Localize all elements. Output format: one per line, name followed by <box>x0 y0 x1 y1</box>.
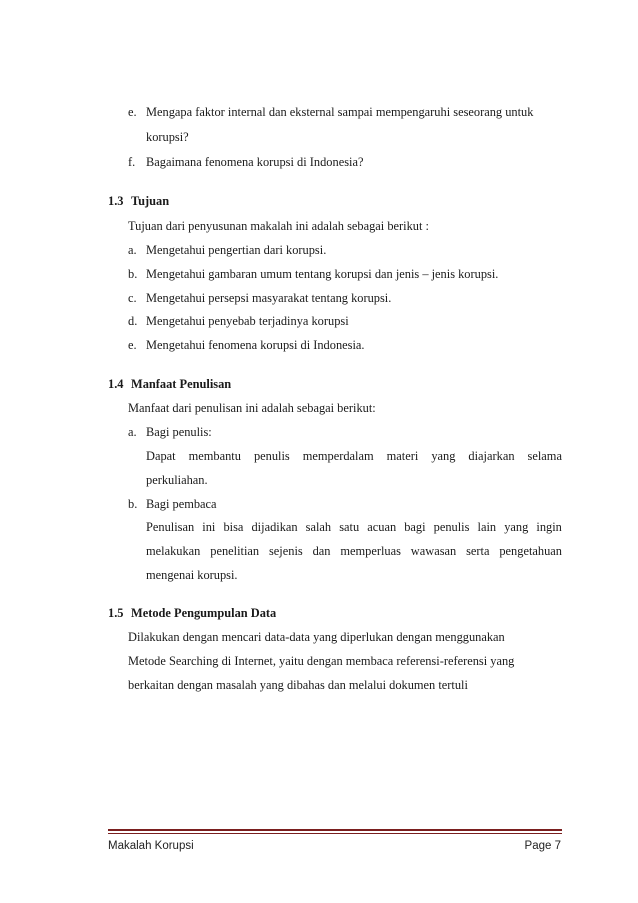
list-item: Mengetahui penyebab terjadinya korupsi <box>146 314 349 328</box>
word: yang <box>431 449 456 463</box>
word: wawasan <box>410 544 457 558</box>
list-item-f-marker: f. <box>128 155 136 169</box>
word: memperluas <box>340 544 401 558</box>
list-item: Mengetahui fenomena korupsi di Indonesia. <box>146 338 365 352</box>
section-1-3-intro: Tujuan dari penyusunan makalah ini adalah sebagai berikut : <box>128 219 429 233</box>
paragraph-line: Dilakukan dengan mencari data-data yang diperlukan dengan menggunakan <box>128 630 505 644</box>
list-marker: b. <box>128 267 138 281</box>
list-marker: c. <box>128 291 137 305</box>
list-item: Mengetahui persepsi masyarakat tentang korupsi. <box>146 291 392 305</box>
footer-rule-thin <box>108 833 562 834</box>
sub-heading-bagi-pembaca: Bagi pembaca <box>146 497 217 511</box>
paragraph-line: perkuliahan. <box>146 473 208 487</box>
word: ini <box>202 520 216 534</box>
word: bisa <box>223 520 244 534</box>
word: salah <box>305 520 332 534</box>
section-1-5-title: Metode Pengumpulan Data <box>131 606 277 620</box>
section-1-4-title: Manfaat Penulisan <box>131 377 232 391</box>
word: materi <box>386 449 419 463</box>
justified-line <box>146 448 562 464</box>
word: selama <box>527 449 562 463</box>
list-marker: a. <box>128 425 137 439</box>
footer-title: Makalah Korupsi <box>108 840 194 852</box>
sub-heading-bagi-penulis: Bagi penulis: <box>146 425 212 439</box>
word: dan <box>312 544 331 558</box>
list-item-e <box>128 104 137 120</box>
paragraph-line: berkaitan dengan masalah yang dibahas dan melalui dokumen tertuli <box>128 678 468 692</box>
list-marker: e. <box>128 105 137 119</box>
paragraph-line: Metode Searching di Internet, yaitu dengan membaca referensi-referensi yang <box>128 654 515 668</box>
word: melakukan <box>146 544 201 558</box>
word: sejenis <box>268 544 303 558</box>
justified-line <box>146 543 562 559</box>
word: serta <box>466 544 490 558</box>
word: membantu <box>188 449 241 463</box>
section-1-4-intro: Manfaat dari penulisan ini adalah sebagai berikut: <box>128 401 376 415</box>
word: pengetahuan <box>499 544 562 558</box>
section-1-4-number: 1.4 <box>108 377 124 391</box>
word: penulis <box>253 449 290 463</box>
word: lain <box>477 520 497 534</box>
word: penulis <box>433 520 470 534</box>
section-1-3-number: 1.3 <box>108 194 124 208</box>
list-marker: e. <box>128 338 137 352</box>
word: ingin <box>536 520 562 534</box>
word: dijadikan <box>251 520 298 534</box>
word: Dapat <box>146 449 176 463</box>
word: penelitian <box>210 544 260 558</box>
list-item: Mengetahui pengertian dari korupsi. <box>146 243 327 257</box>
page-number: Page 7 <box>524 840 561 852</box>
paragraph-line: mengenai korupsi. <box>146 568 238 582</box>
section-1-3-title: Tujuan <box>131 194 170 208</box>
word: bagi <box>404 520 426 534</box>
word: yang <box>504 520 529 534</box>
footer-rule <box>108 829 562 831</box>
list-item-e-text-2: korupsi? <box>146 130 189 144</box>
list-item-e-text-1: Mengapa faktor internal dan eksternal sampai mempengaruhi seseorang untuk <box>146 105 534 119</box>
list-marker: a. <box>128 243 137 257</box>
word: satu <box>339 520 360 534</box>
word: Penulisan <box>146 520 195 534</box>
word: diajarkan <box>468 449 515 463</box>
word: acuan <box>367 520 397 534</box>
list-marker: d. <box>128 314 138 328</box>
list-item-f-text: Bagaimana fenomena korupsi di Indonesia? <box>146 155 364 169</box>
section-1-5-number: 1.5 <box>108 606 124 620</box>
list-marker: b. <box>128 497 138 511</box>
list-item: Mengetahui gambaran umum tentang korupsi dan jenis – jenis korupsi. <box>146 267 499 281</box>
justified-line <box>146 519 562 535</box>
word: memperdalam <box>302 449 374 463</box>
